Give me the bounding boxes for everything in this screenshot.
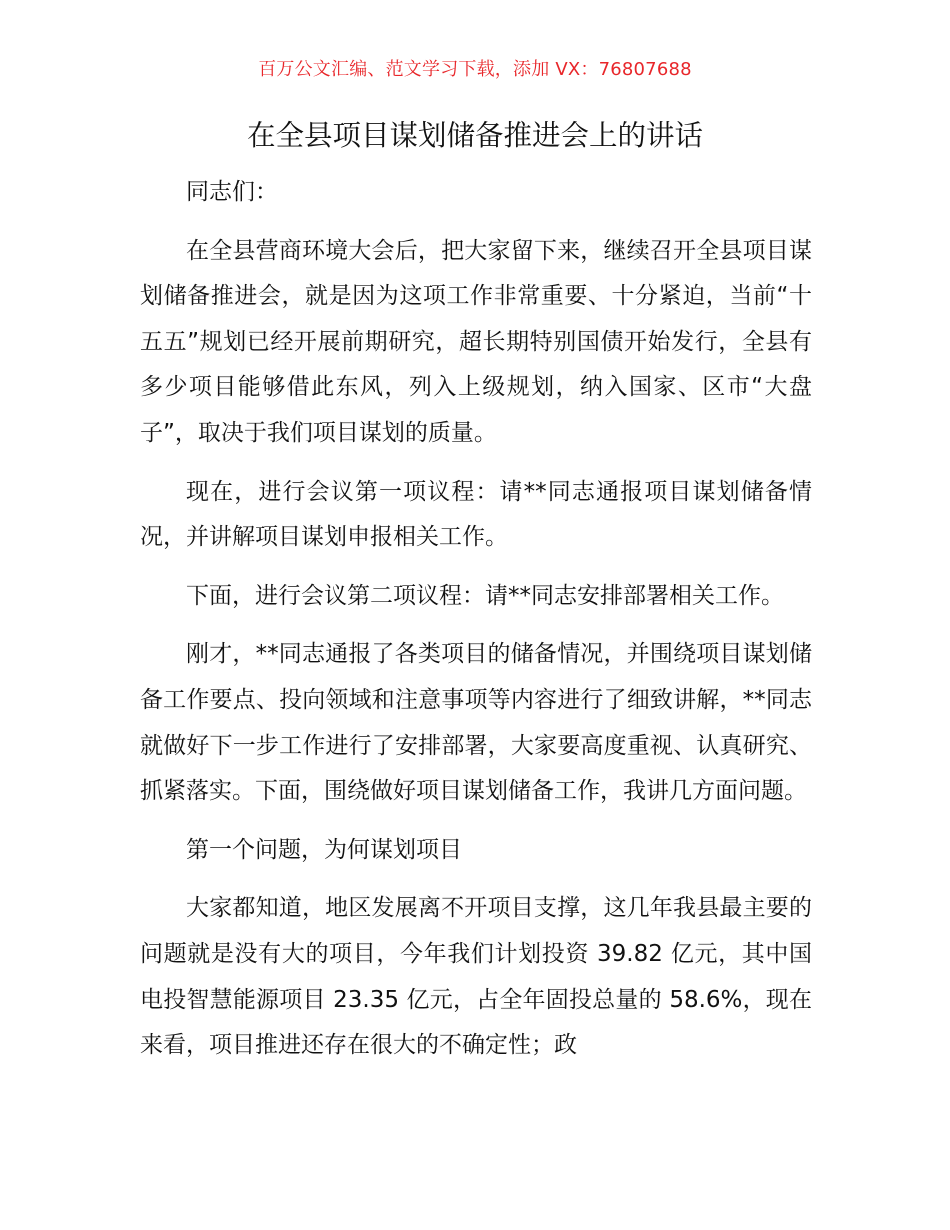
header-note: 百万公文汇编、范文学习下载，添加 VX：76807688 [258,59,692,80]
body-paragraph: 现在，进行会议第一项议程：请**同志通报项目谋划储备情况，并讲解项目谋划申报相关工作。 [140,478,812,551]
document-body [140,170,812,1082]
body-paragraph: 大家都知道，地区发展离不开项目支撑，这几年我县最主要的问题就是没有大的项目，今年我们计划投资 39.82 亿元，其中国电投智慧能源项目 23.35 亿元，占全年固投总量的 58.6%，现在来看，项目推进还存在很大的不确定性；政 [140,895,812,1059]
body-paragraph: 刚才，**同志通报了各类项目的储备情况，并围绕项目谋划储备工作要点、投向领域和注意事项等内容进行了细致讲解，**同志就做好下一步工作进行了安排部署，大家要高度重视、认真研究、抓紧落实。下面，围绕做好项目谋划储备工作，我讲几方面问题。 [140,641,812,805]
section-heading: 第一个问题，为何谋划项目 [186,836,462,863]
document-title: 在全县项目谋划储备推进会上的讲话 [246,119,703,152]
body-paragraph: 下面，进行会议第二项议程：请**同志安排部署相关工作。 [186,582,784,609]
body-paragraph: 在全县营商环境大会后，把大家留下来，继续召开全县项目谋划储备推进会，就是因为这项工作非常重要、十分紧迫，当前“十五五”规划已经开展前期研究，超长期特别国债开始发行，全县有多少项目能够借此东风，列入上级规划，纳入国家、区市“大盘子”，取决于我们项目谋划的质量。 [140,237,812,446]
salutation-paragraph: 同志们： [186,179,278,205]
